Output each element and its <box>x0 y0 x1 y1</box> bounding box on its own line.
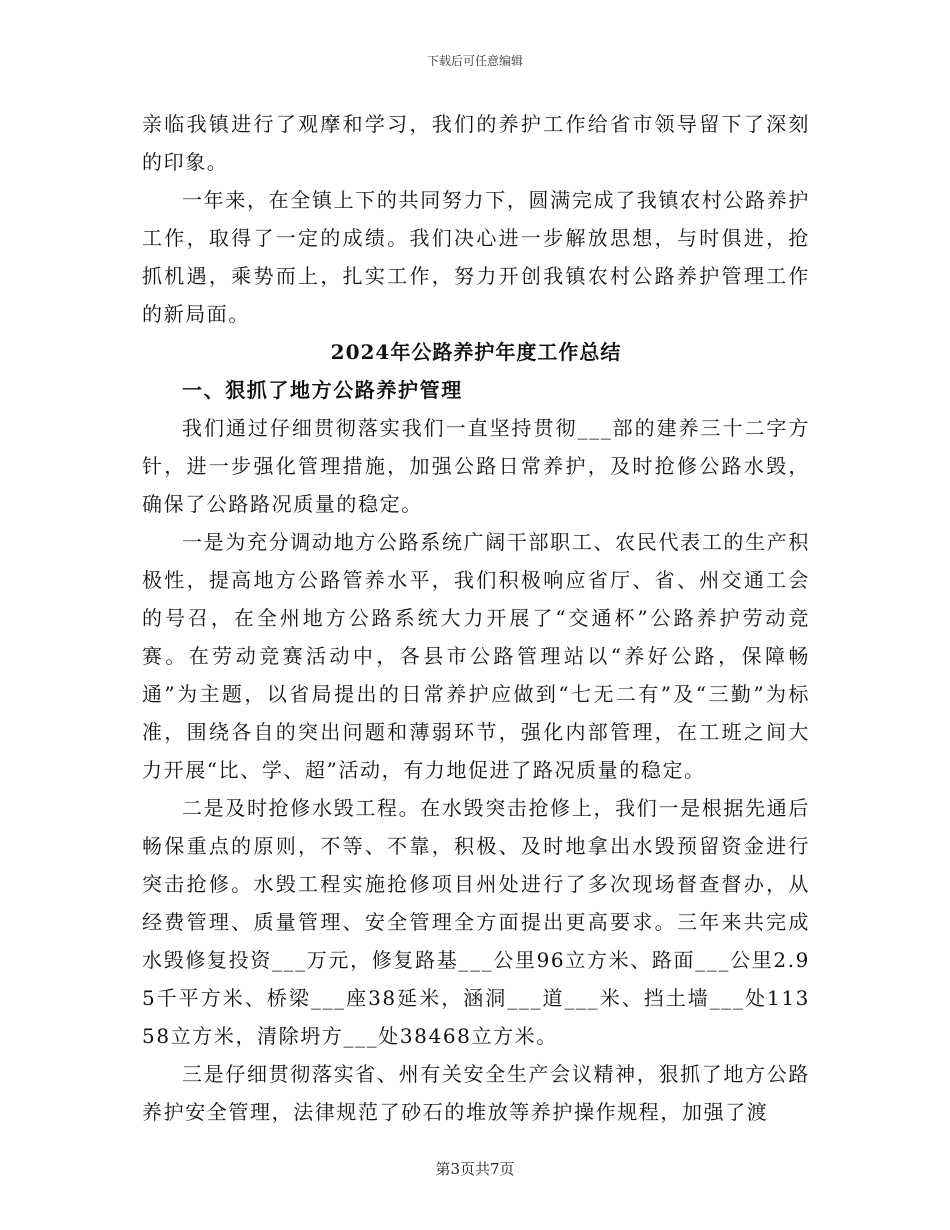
paragraph-4: 一是为充分调动地方公路系统广阔干部职工、农民代表工的生产积极性，提高地方公路管养水平，我们积极响应省厅、省、州交通工会的号召，在全州地方公路系统大力开展了“交通杯”公路养护劳动竞赛。在劳动竞赛活动中，各县市公路管理站以“养好公路，保障畅通”为主题，以省局提出的日常养护应做到“七无二有”及“三勤”为标准，围绕各自的突出问题和薄弱环节，强化内部管理，在工班之间大力开展“比、学、超”活动，有力地促进了路况质量的稳定。 <box>142 530 810 782</box>
paragraph-1: 亲临我镇进行了观摩和学习，我们的养护工作给省市领导留下了深刻的印象。 <box>142 112 810 174</box>
page-header: 下载后可任意编辑 <box>426 54 523 68</box>
document-body <box>142 105 810 1131</box>
page-footer: 第3页共7页 <box>435 1160 515 1178</box>
paragraph-5: 二是及时抢修水毁工程。在水毁突击抢修上，我们一是根据先通后畅保重点的原则，不等、不靠，积极、及时地拿出水毁预留资金进行突击抢修。水毁工程实施抢修项目州处进行了多次现场督查督办，从经费管理、质量管理、安全管理全方面提出更高要求。三年来共完成水毁修复投资___万元，修复路基___公里96立方米、路面___公里2.95千平方米、桥梁___座38延米，涵洞___道___米、挡土墙___处11358立方米，清除坍方___处38468立方米。 <box>142 796 810 1048</box>
paragraph-3: 我们通过仔细贯彻落实我们一直坚持贯彻___部的建养三十二字方针，进一步强化管理措施，加强公路日常养护，及时抢修公路水毁，确保了公路路况质量的稳定。 <box>142 416 810 516</box>
section-heading-1: 一、狠抓了地方公路养护管理 <box>182 378 463 402</box>
paragraph-6: 三是仔细贯彻落实省、州有关安全生产会议精神，狠抓了地方公路养护安全管理，法律规范了砂石的堆放等养护操作规程，加强了渡 <box>142 1062 810 1124</box>
paragraph-2: 一年来，在全镇上下的共同努力下，圆满完成了我镇农村公路养护工作，取得了一定的成绩。我们决心进一步解放思想，与时俱进，抢抓机遇，乘势而上，扎实工作，努力开创我镇农村公路养护管理工作的新局面。 <box>142 188 810 326</box>
document-title: 2024年公路养护年度工作总结 <box>330 340 622 364</box>
